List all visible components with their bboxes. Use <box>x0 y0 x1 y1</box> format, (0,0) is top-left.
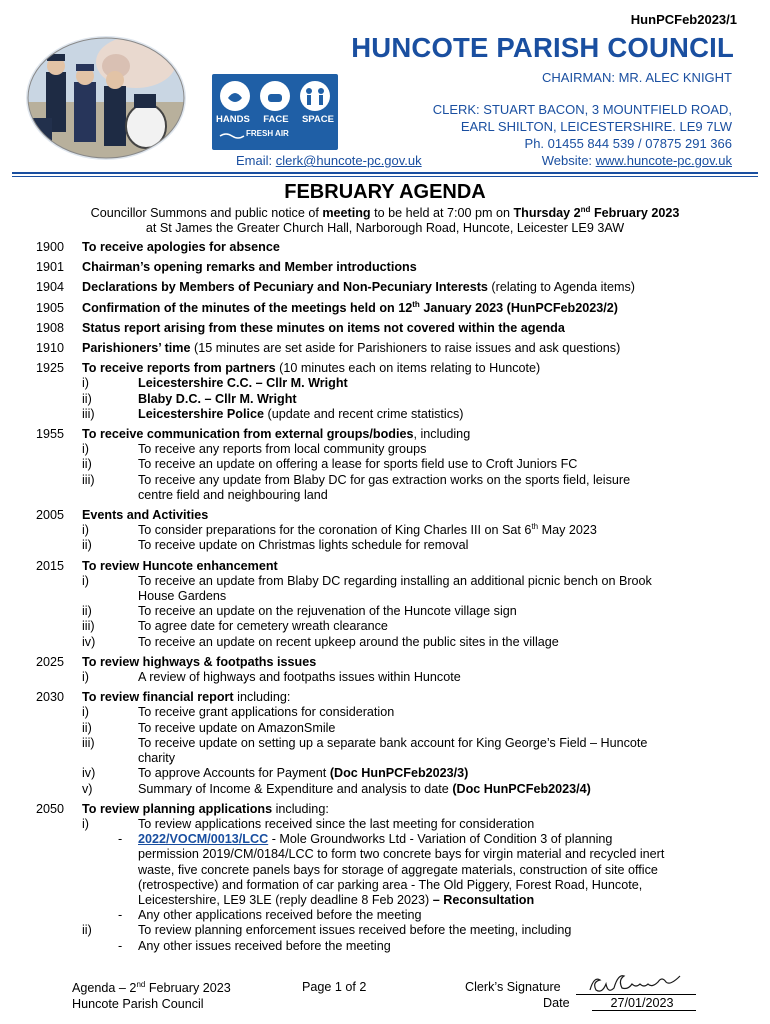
item-heading-bold: To receive reports from partners <box>82 361 276 376</box>
hands-face-space-icons <box>212 74 338 150</box>
sub-item <box>36 392 736 407</box>
sub-item-text: To agree date for cemetery wreath clearance <box>138 619 388 634</box>
item-heading <box>82 301 736 316</box>
agenda-item-2030 <box>36 690 736 796</box>
agenda-item-2015 <box>36 559 736 650</box>
sub-item-text: A review of highways and footpaths issues within Huncote <box>138 670 461 685</box>
sub-item <box>36 604 736 619</box>
notice-date-day: Thursday 2 <box>513 206 581 220</box>
hfs-word-hands: HANDS <box>216 114 250 125</box>
planning-line: permission 2019/CM/0184/LCC to form two concrete bays for virgin material and recycled inert <box>138 847 665 862</box>
footer-agenda-info <box>72 980 231 1012</box>
sub-item-numeral: iv) <box>82 634 96 649</box>
date-label: Date <box>543 996 570 1010</box>
sub-item-rest: (update and recent crime statistics) <box>264 406 464 421</box>
item-heading <box>82 280 736 295</box>
sub-item-text: Leicestershire C.C. – Cllr M. Wright <box>138 376 348 391</box>
item-number: 1955 <box>36 427 65 442</box>
sub-item <box>36 407 736 422</box>
planning-line-text: Leicestershire, LE9 3LE (reply deadline 8 Feb 2023) <box>138 892 433 907</box>
item-heading-bold: To review financial report <box>82 690 234 705</box>
item-heading-rest: including: <box>272 801 329 816</box>
sub-item-numeral: i) <box>82 573 89 588</box>
sub-item-numeral: i) <box>82 816 89 831</box>
item-number: 2005 <box>36 508 65 523</box>
item-heading-bold: To receive communication from external groups/bodies <box>82 427 414 442</box>
item-number: 1908 <box>36 320 65 335</box>
sub-item-numeral: i) <box>82 376 89 391</box>
page-title: FEBRUARY AGENDA <box>284 181 486 203</box>
signature-line <box>576 994 696 995</box>
sub-item-numeral: i) <box>82 705 89 720</box>
header-divider-thin <box>12 176 758 177</box>
header-divider <box>12 172 758 174</box>
planning-application-entry <box>36 832 736 908</box>
item-number: 1910 <box>36 341 65 356</box>
item-number: 2025 <box>36 654 65 669</box>
hfs-fresh-air: FRESH AIR <box>246 129 289 138</box>
planning-line-rest: - Mole Groundworks Ltd - Variation of Condition 3 of planning <box>268 832 613 847</box>
notice-text-a: Councillor Summons and public notice of <box>90 206 323 220</box>
sub-item <box>36 442 736 457</box>
sub-item <box>36 523 736 538</box>
sub-item <box>36 457 736 472</box>
website-row <box>542 153 732 168</box>
item-heading <box>82 802 736 817</box>
parish-logo <box>16 22 206 172</box>
sub-item-bold: Leicestershire Police <box>138 406 265 421</box>
agenda-item-1910 <box>36 341 736 356</box>
sub-item-numeral: i) <box>82 523 89 538</box>
item-heading <box>82 690 736 705</box>
sub-item <box>36 705 736 720</box>
item-heading-rest: (15 minutes are set aside for Parishioners to raise issues and ask questions) <box>190 341 621 356</box>
sub-item-text: To receive grant applications for consideration <box>138 705 395 720</box>
notice-date-sup: nd <box>580 205 591 214</box>
item-heading: Events and Activities <box>82 508 209 523</box>
item-heading: To review highways & footpaths issues <box>82 654 317 669</box>
agenda-item-1905 <box>36 301 736 316</box>
sub-item-numeral: iii) <box>82 406 95 421</box>
item-number: 2050 <box>36 801 65 816</box>
hfs-words <box>216 114 334 125</box>
sub-item-line: centre field and neighbouring land <box>138 487 328 502</box>
planning-application-link[interactable]: 2022/VOCM/0013/LCC <box>138 832 269 847</box>
sub-item <box>36 473 736 503</box>
item-heading-bold: Declarations by Members of Pecuniary and Non-Pecuniary Interests <box>82 280 488 295</box>
sub-item-line: House Gardens <box>138 589 227 604</box>
sub-item-text: To receive update on AmazonSmile <box>138 720 336 735</box>
clerk-address-line-2: EARL SHILTON, LEICESTERSHIRE. LE9 7LW <box>460 119 732 134</box>
sub-item-text <box>138 766 736 781</box>
item-number: 1904 <box>36 280 65 295</box>
sub-item-numeral: i) <box>82 442 89 457</box>
agenda-item-2050 <box>36 802 736 954</box>
item-heading: Chairman’s opening remarks and Member introductions <box>82 260 417 275</box>
sub-item-text <box>138 473 736 503</box>
sub-item-line: To receive an update from Blaby DC regarding installing an additional picnic bench on Brook <box>138 573 652 588</box>
sub-item-numeral: iv) <box>82 766 96 781</box>
notice-text-c: to be held at 7:00 pm on <box>370 206 514 220</box>
sub-item-numeral: ii) <box>82 923 92 938</box>
sub-item-numeral: v) <box>82 781 93 796</box>
sub-item-text: To review applications received since the last meeting for consideration <box>138 816 535 831</box>
footer-date-a: Agenda – 2 <box>72 981 137 995</box>
hfs-word-face: FACE <box>263 114 289 125</box>
sub-item-numeral: iii) <box>82 619 95 634</box>
item-number: 1905 <box>36 300 65 315</box>
page-number: Page 1 of 2 <box>302 980 367 994</box>
sub-item <box>36 817 736 832</box>
sub-item-line: charity <box>138 751 176 766</box>
sub-item-text: To review planning enforcement issues received before the meeting, including <box>138 923 572 938</box>
dash-bullet: - <box>118 832 123 847</box>
sub-item-plain: Summary of Income & Expenditure and analysis to date <box>138 781 453 796</box>
notice-date-rest: February 2023 <box>590 206 680 220</box>
agenda-item-1925 <box>36 361 736 422</box>
item-heading-sup: th <box>412 299 420 309</box>
dash-entry-text: Any other applications received before the meeting <box>138 908 422 923</box>
sub-item <box>36 923 736 938</box>
sub-item-text <box>138 782 736 797</box>
item-number: 1925 <box>36 361 65 376</box>
agenda-item-1955 <box>36 427 736 503</box>
agenda-item-1908 <box>36 321 736 336</box>
dash-entry <box>36 939 736 954</box>
sub-item-numeral: i) <box>82 670 89 685</box>
item-heading: Status report arising from these minutes on items not covered within the agenda <box>82 320 565 335</box>
planning-line: (retrospective) and formation of car parking area - The Old Piggery, Forest Road, Huncote, <box>138 877 643 892</box>
hfs-word-space: SPACE <box>301 114 334 125</box>
agenda-item-2025 <box>36 655 736 685</box>
clerk-phone: Ph. 01455 844 539 / 07875 291 366 <box>524 136 732 151</box>
website-label: Website: <box>541 153 596 168</box>
agenda-list <box>36 240 736 959</box>
sub-item-text: To receive an update on offering a lease for sports field use to Croft Juniors FC <box>138 457 578 472</box>
item-heading-rest: , including <box>413 427 471 442</box>
sub-item-text: To receive any reports from local community groups <box>138 442 427 457</box>
item-number: 1901 <box>36 260 65 275</box>
agenda-item-1901 <box>36 260 736 275</box>
sub-item <box>36 376 736 391</box>
sub-item-plain: To approve Accounts for Payment <box>138 766 330 781</box>
item-number: 1900 <box>36 240 65 254</box>
item-heading: To receive apologies for absence <box>82 240 280 254</box>
sub-item-text: To receive update on Christmas lights schedule for removal <box>138 538 469 553</box>
chairman: CHAIRMAN: MR. ALEC KNIGHT <box>542 70 732 85</box>
item-heading <box>82 341 736 356</box>
document-reference: HunPCFeb2023/1 <box>630 12 737 27</box>
email-row <box>236 153 422 168</box>
sub-item <box>36 670 736 685</box>
sub-item-text <box>138 736 736 766</box>
sub-item-doc-ref: (Doc HunPCFeb2023/3) <box>329 766 469 781</box>
email-link[interactable]: clerk@huncote-pc.gov.uk <box>275 153 422 168</box>
footer-date-b: February 2023 <box>145 981 231 995</box>
sub-item-text <box>138 523 736 538</box>
agenda-item-1904 <box>36 280 736 295</box>
signature-date: 27/01/2023 <box>610 996 674 1010</box>
notice-text-b: meeting <box>322 206 371 220</box>
sub-item <box>36 782 736 797</box>
sub-item-text: To receive an update on the rejuvenation of the Huncote village sign <box>138 604 517 619</box>
sub-item-text <box>138 574 736 604</box>
sub-item <box>36 574 736 604</box>
item-heading-bold: Parishioners’ time <box>82 341 191 356</box>
sub-item-numeral: ii) <box>82 538 92 553</box>
sub-item-text: To receive an update on recent upkeep around the public sites in the village <box>138 634 559 649</box>
council-name: HUNCOTE PARISH COUNCIL <box>351 32 734 63</box>
planning-line <box>138 893 736 908</box>
hands-face-space-badge <box>212 74 338 150</box>
meeting-venue: at St James the Greater Church Hall, Narborough Road, Huncote, Leicester LE9 3AW <box>145 221 625 235</box>
sub-item <box>36 721 736 736</box>
dash-bullet: - <box>118 908 123 923</box>
sub-item-text-a: To consider preparations for the coronation of King Charles III on Sat 6 <box>138 523 532 538</box>
sub-item-text-b: May 2023 <box>538 523 597 538</box>
agenda-item-2005 <box>36 508 736 554</box>
planning-application-text <box>138 832 736 908</box>
email-label: Email: <box>236 153 276 168</box>
dash-entry-text: Any other issues received before the meeting <box>138 938 391 953</box>
footer-agenda-date <box>72 980 231 996</box>
footer-council: Huncote Parish Council <box>72 997 204 1011</box>
sub-item-numeral: iii) <box>82 472 95 487</box>
agenda-item-1900 <box>36 240 736 255</box>
item-heading-a: Confirmation of the minutes of the meetings held on 12 <box>82 300 413 315</box>
sub-item-numeral: iii) <box>82 735 95 750</box>
sub-item <box>36 766 736 781</box>
sub-item-doc-ref: (Doc HunPCFeb2023/4) <box>452 781 591 796</box>
sub-item <box>36 538 736 553</box>
signature-label: Clerk’s Signature <box>465 980 561 994</box>
item-number: 2030 <box>36 690 65 705</box>
meeting-notice <box>0 206 770 220</box>
dash-entry <box>36 908 736 923</box>
website-link[interactable]: www.huncote-pc.gov.uk <box>595 153 732 168</box>
date-line <box>592 1010 696 1011</box>
sub-item-numeral: ii) <box>82 720 92 735</box>
item-heading-b: January 2023 (HunPCFeb2023/2) <box>419 300 618 315</box>
item-heading-rest: including: <box>233 690 291 705</box>
sub-item-text <box>138 407 736 422</box>
sub-item-line: To receive any update from Blaby DC for gas extraction works on the sports field, leisure <box>138 472 631 487</box>
sub-item-numeral: ii) <box>82 457 92 472</box>
item-heading-bold: To review planning applications <box>82 801 273 816</box>
sub-item-numeral: ii) <box>82 604 92 619</box>
item-number: 2015 <box>36 558 65 573</box>
dash-bullet: - <box>118 938 123 953</box>
planning-line: waste, five concrete panels bays for storage of aggregate materials, construction of site office <box>138 862 658 877</box>
sub-item <box>36 736 736 766</box>
item-heading-rest: (10 minutes each on items relating to Huncote) <box>275 361 541 376</box>
notice-date <box>513 206 679 220</box>
sub-item-line: To receive update on setting up a separate bank account for King George’s Field – Huncote <box>138 735 648 750</box>
planning-line <box>138 832 736 847</box>
sub-item-sup: th <box>531 522 539 532</box>
sub-item <box>36 619 736 634</box>
item-heading: To review Huncote enhancement <box>82 558 278 573</box>
sub-item <box>36 635 736 650</box>
item-heading-rest: (relating to Agenda items) <box>487 280 635 295</box>
sub-item-numeral: ii) <box>82 391 92 406</box>
footer-date-sup: nd <box>136 980 146 989</box>
item-heading <box>82 361 736 376</box>
clerk-address-line-1: CLERK: STUART BACON, 3 MOUNTFIELD ROAD, <box>432 102 732 117</box>
sub-item-text: Blaby D.C. – Cllr M. Wright <box>138 391 297 406</box>
reconsultation-label: – Reconsultation <box>432 892 535 907</box>
item-heading <box>82 427 736 442</box>
